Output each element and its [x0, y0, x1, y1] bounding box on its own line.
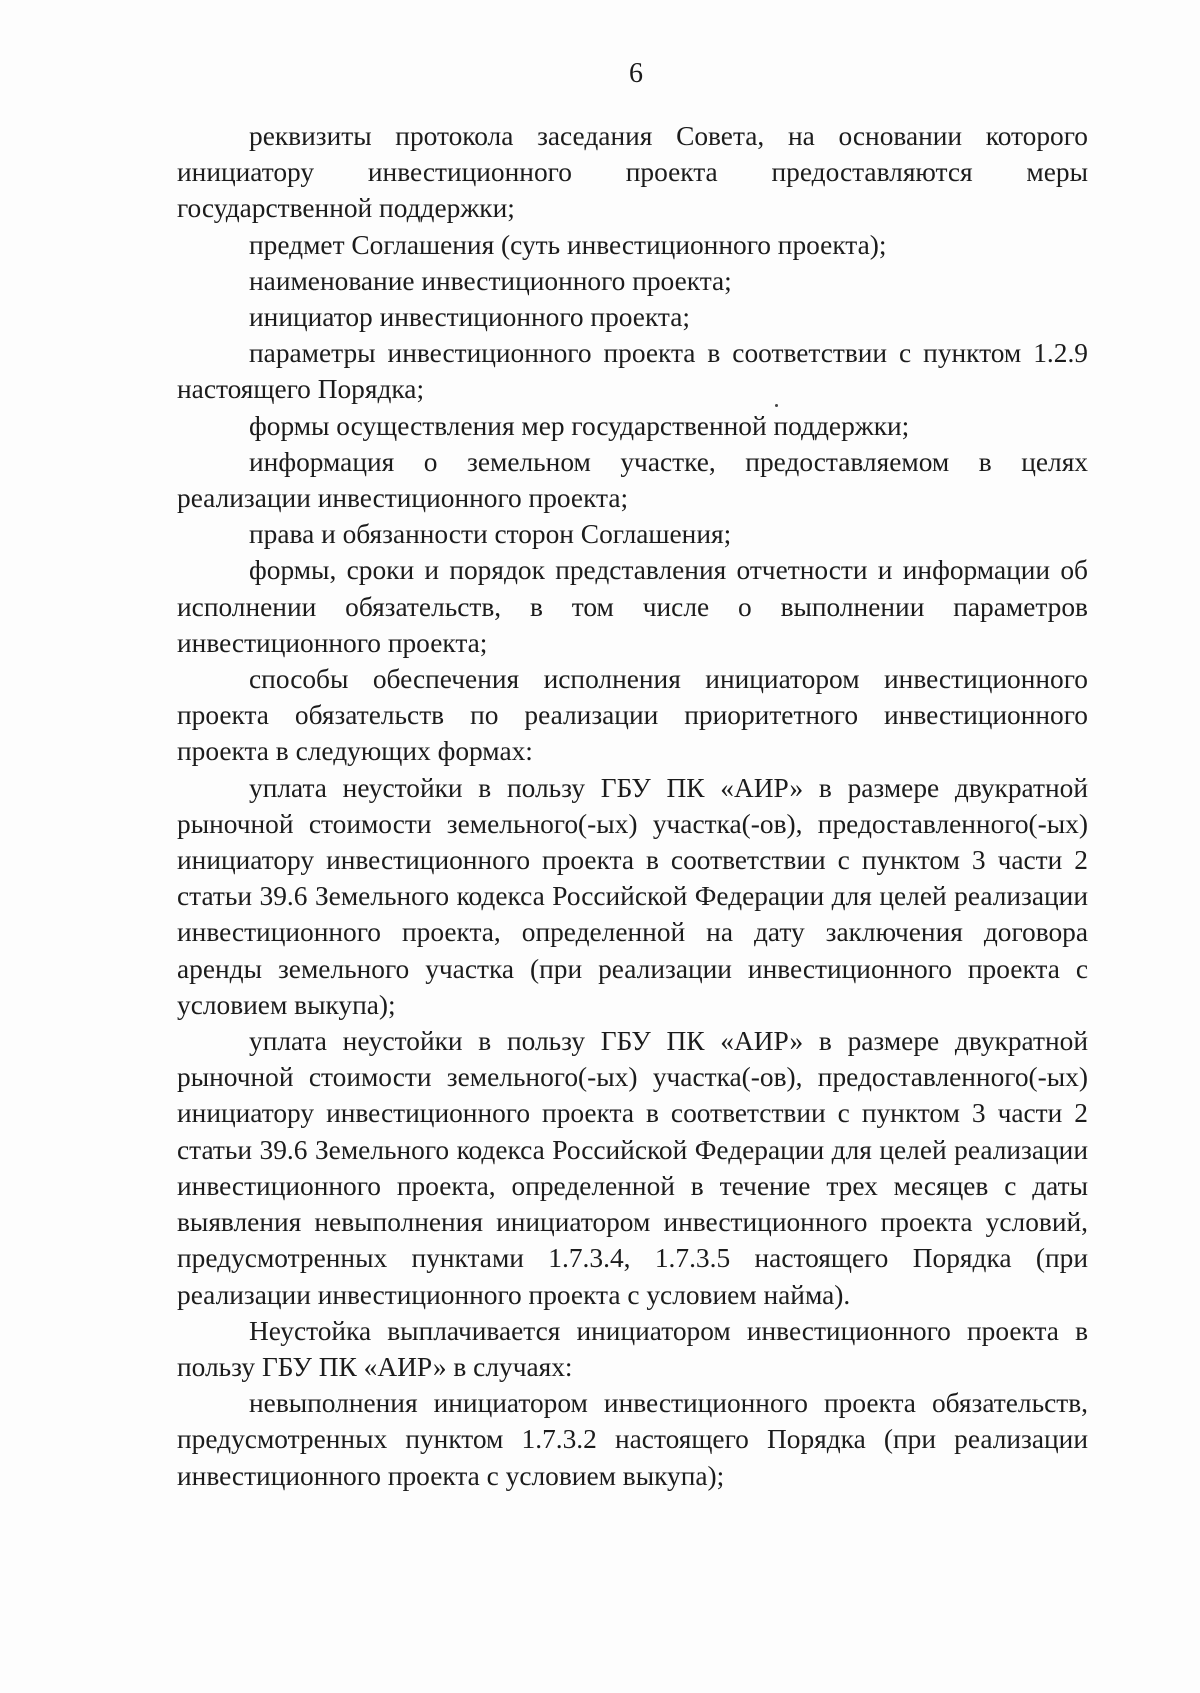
paragraph-project-initiator: инициатор инвестиционного проекта; — [249, 302, 690, 333]
paragraph-council-protocol: реквизиты протокола заседания Совета, на основании которого инициатору инвестиционного проекта предоставляются меры государственной поддержки; — [177, 121, 1088, 224]
paragraph-penalty-cases: Неустойка выплачивается инициатором инвестиционного проекта в пользу ГБУ ПК «АИР» в случаях: — [177, 1315, 1088, 1382]
scan-speck — [775, 404, 778, 407]
document-body — [177, 118, 1088, 1494]
paragraph-reporting: формы, сроки и порядок представления отчетности и информации об исполнении обязательств, в том числе о выполнении параметров инвестиционного проекта; — [177, 555, 1088, 658]
paragraph-project-parameters: параметры инвестиционного проекта в соответствии с пунктом 1.2.9 настоящего Порядка; — [177, 338, 1088, 405]
paragraph-land-plot-info: информация о земельном участке, предоставляемом в целях реализации инвестиционного проекта; — [177, 446, 1088, 514]
paragraph-security-methods: способы обеспечения исполнения инициатором инвестиционного проекта обязательств по реализации приоритетного инвестиционного проекта в следующих формах: — [177, 664, 1088, 767]
paragraph-project-name: наименование инвестиционного проекта; — [249, 265, 732, 296]
paragraph-parties-rights: права и обязанности сторон Соглашения; — [249, 519, 732, 550]
page-number: 6 — [629, 58, 643, 89]
paragraph-non-fulfillment: невыполнения инициатором инвестиционного проекта обязательств, предусмотренных пунктом 1.7.3.2 настоящего Порядка (при реализации инвестиционного проекта с условием выкупа); — [177, 1388, 1088, 1491]
paragraph-penalty-purchase: уплата неустойки в пользу ГБУ ПК «АИР» в размере двукратной рыночной стоимости земельного(-ых) участка(-ов), предоставленного(-ых) инициатору инвестиционного проекта в соответствии с пунктом 3 части 2 статьи 39.6 Земельного кодекса Российской Федерации для целей реализации инвестиционного проекта, определенной на дату заключения договора аренды земельного участка (при реализации инвестиционного проекта с условием выкупа); — [177, 772, 1088, 1020]
paragraph-penalty-rent: уплата неустойки в пользу ГБУ ПК «АИР» в размере двукратной рыночной стоимости земельного(-ых) участка(-ов), предоставленного(-ых) инициатору инвестиционного проекта в соответствии с пунктом 3 части 2 статьи 39.6 Земельного кодекса Российской Федерации для целей реализации инвестиционного проекта, определенной в течение трех месяцев с даты выявления невыполнения инициатором инвестиционного проекта условий, предусмотренных пунктами 1.7.3.4, 1.7.3.5 настоящего Порядка (при реализации инвестиционного проекта с условием найма). — [177, 1026, 1088, 1310]
paragraph-agreement-subject: предмет Соглашения (суть инвестиционного проекта); — [249, 229, 887, 260]
paragraph-support-forms: формы осуществления мер государственной поддержки; — [249, 410, 910, 441]
